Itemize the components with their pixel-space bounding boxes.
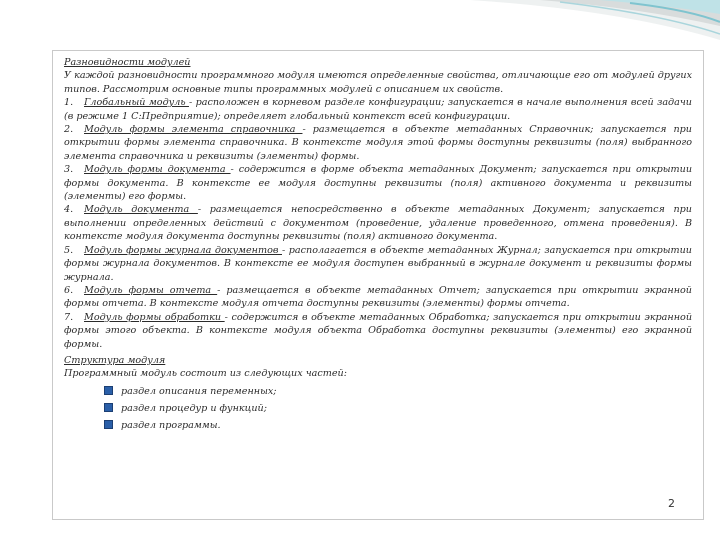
list-item: 2. Модуль формы элемента справочника - размещается в объекте метаданных Справочник; запускается при открытии формы элемента справочника. В контексте модуля этой формы доступны реквизиты (поля) выбранного элемента справочника и реквизиты (элементы) формы. xyxy=(64,124,692,162)
module-term: Глобальный модуль xyxy=(84,97,189,109)
section-title: Разновидности модулей xyxy=(64,57,191,68)
module-term: Модуль формы обработки xyxy=(84,311,225,323)
module-term: Модуль формы отчета xyxy=(84,284,218,296)
square-bullet-icon xyxy=(104,386,113,395)
module-term: Модуль формы журнала документов xyxy=(84,244,282,256)
list-item: 6. Модуль формы отчета - размещается в объекте метаданных Отчет; запускается при открытии экранной формы отчета. В контексте модуля отчета доступны реквизиты (элементы) формы отчета. xyxy=(64,284,692,310)
list-item: раздел программы. xyxy=(104,417,692,434)
list-item: 3. Модуль формы документа - содержится в форме объекта метаданных Документ; запускается при открытии формы документа. В контексте ее модуля доступны реквизиты (поля) активного документа и реквизиты (элементы) его формы. xyxy=(64,164,692,203)
list-item: раздел описания переменных; xyxy=(104,383,692,400)
structure-intro: Программный модуль состоит из следующих частей: xyxy=(64,368,347,380)
structure-list xyxy=(104,383,692,434)
list-item: 1. Глобальный модуль - расположен в корневом разделе конфигурации; запускается в начале выполнения всей задачи (в режиме 1 С:Предприятие); определяет глобальный контекст всей конфигурации. xyxy=(64,97,692,122)
square-bullet-icon xyxy=(104,420,113,429)
module-term: Модуль формы элемента справочника xyxy=(84,124,303,136)
structure-heading: Структура модуля xyxy=(64,354,166,366)
list-item: 5. Модуль формы журнала документов - располагается в объекте метаданных Журнал; запускается при открытии формы журнала документов. В контексте ее модуля доступен выбранный в журнале документ и реквизиты формы журнала. xyxy=(64,244,692,283)
page-number: 2 xyxy=(668,497,675,510)
list-item: раздел процедур и функций; xyxy=(104,400,692,417)
module-term: Модуль документа xyxy=(84,204,198,216)
document-body xyxy=(64,56,692,434)
module-term: Модуль формы документа xyxy=(84,164,231,176)
list-item: 7. Модуль формы обработки - содержится в объекте метаданных Обработка; запускается при открытии экранной формы этого объекта. В контексте модуля объекта Обработка доступны реквизиты (элементы) его экранной формы. xyxy=(64,311,692,350)
square-bullet-icon xyxy=(104,403,113,412)
intro-paragraph: У каждой разновидности программного модуля имеются определенные свойства, отличающие его от модулей других типов. Рассмотрим основные типы программных модулей с описанием их свойств. xyxy=(64,70,692,95)
list-item: 4. Модуль документа - размещается непосредственно в объекте метаданных Документ; запускается при выполнении определенных действий с документом (проведение, удаление проведенного, отмена проведения). В контексте модуля документа доступны реквизиты (поля) активного документа. xyxy=(64,204,692,243)
